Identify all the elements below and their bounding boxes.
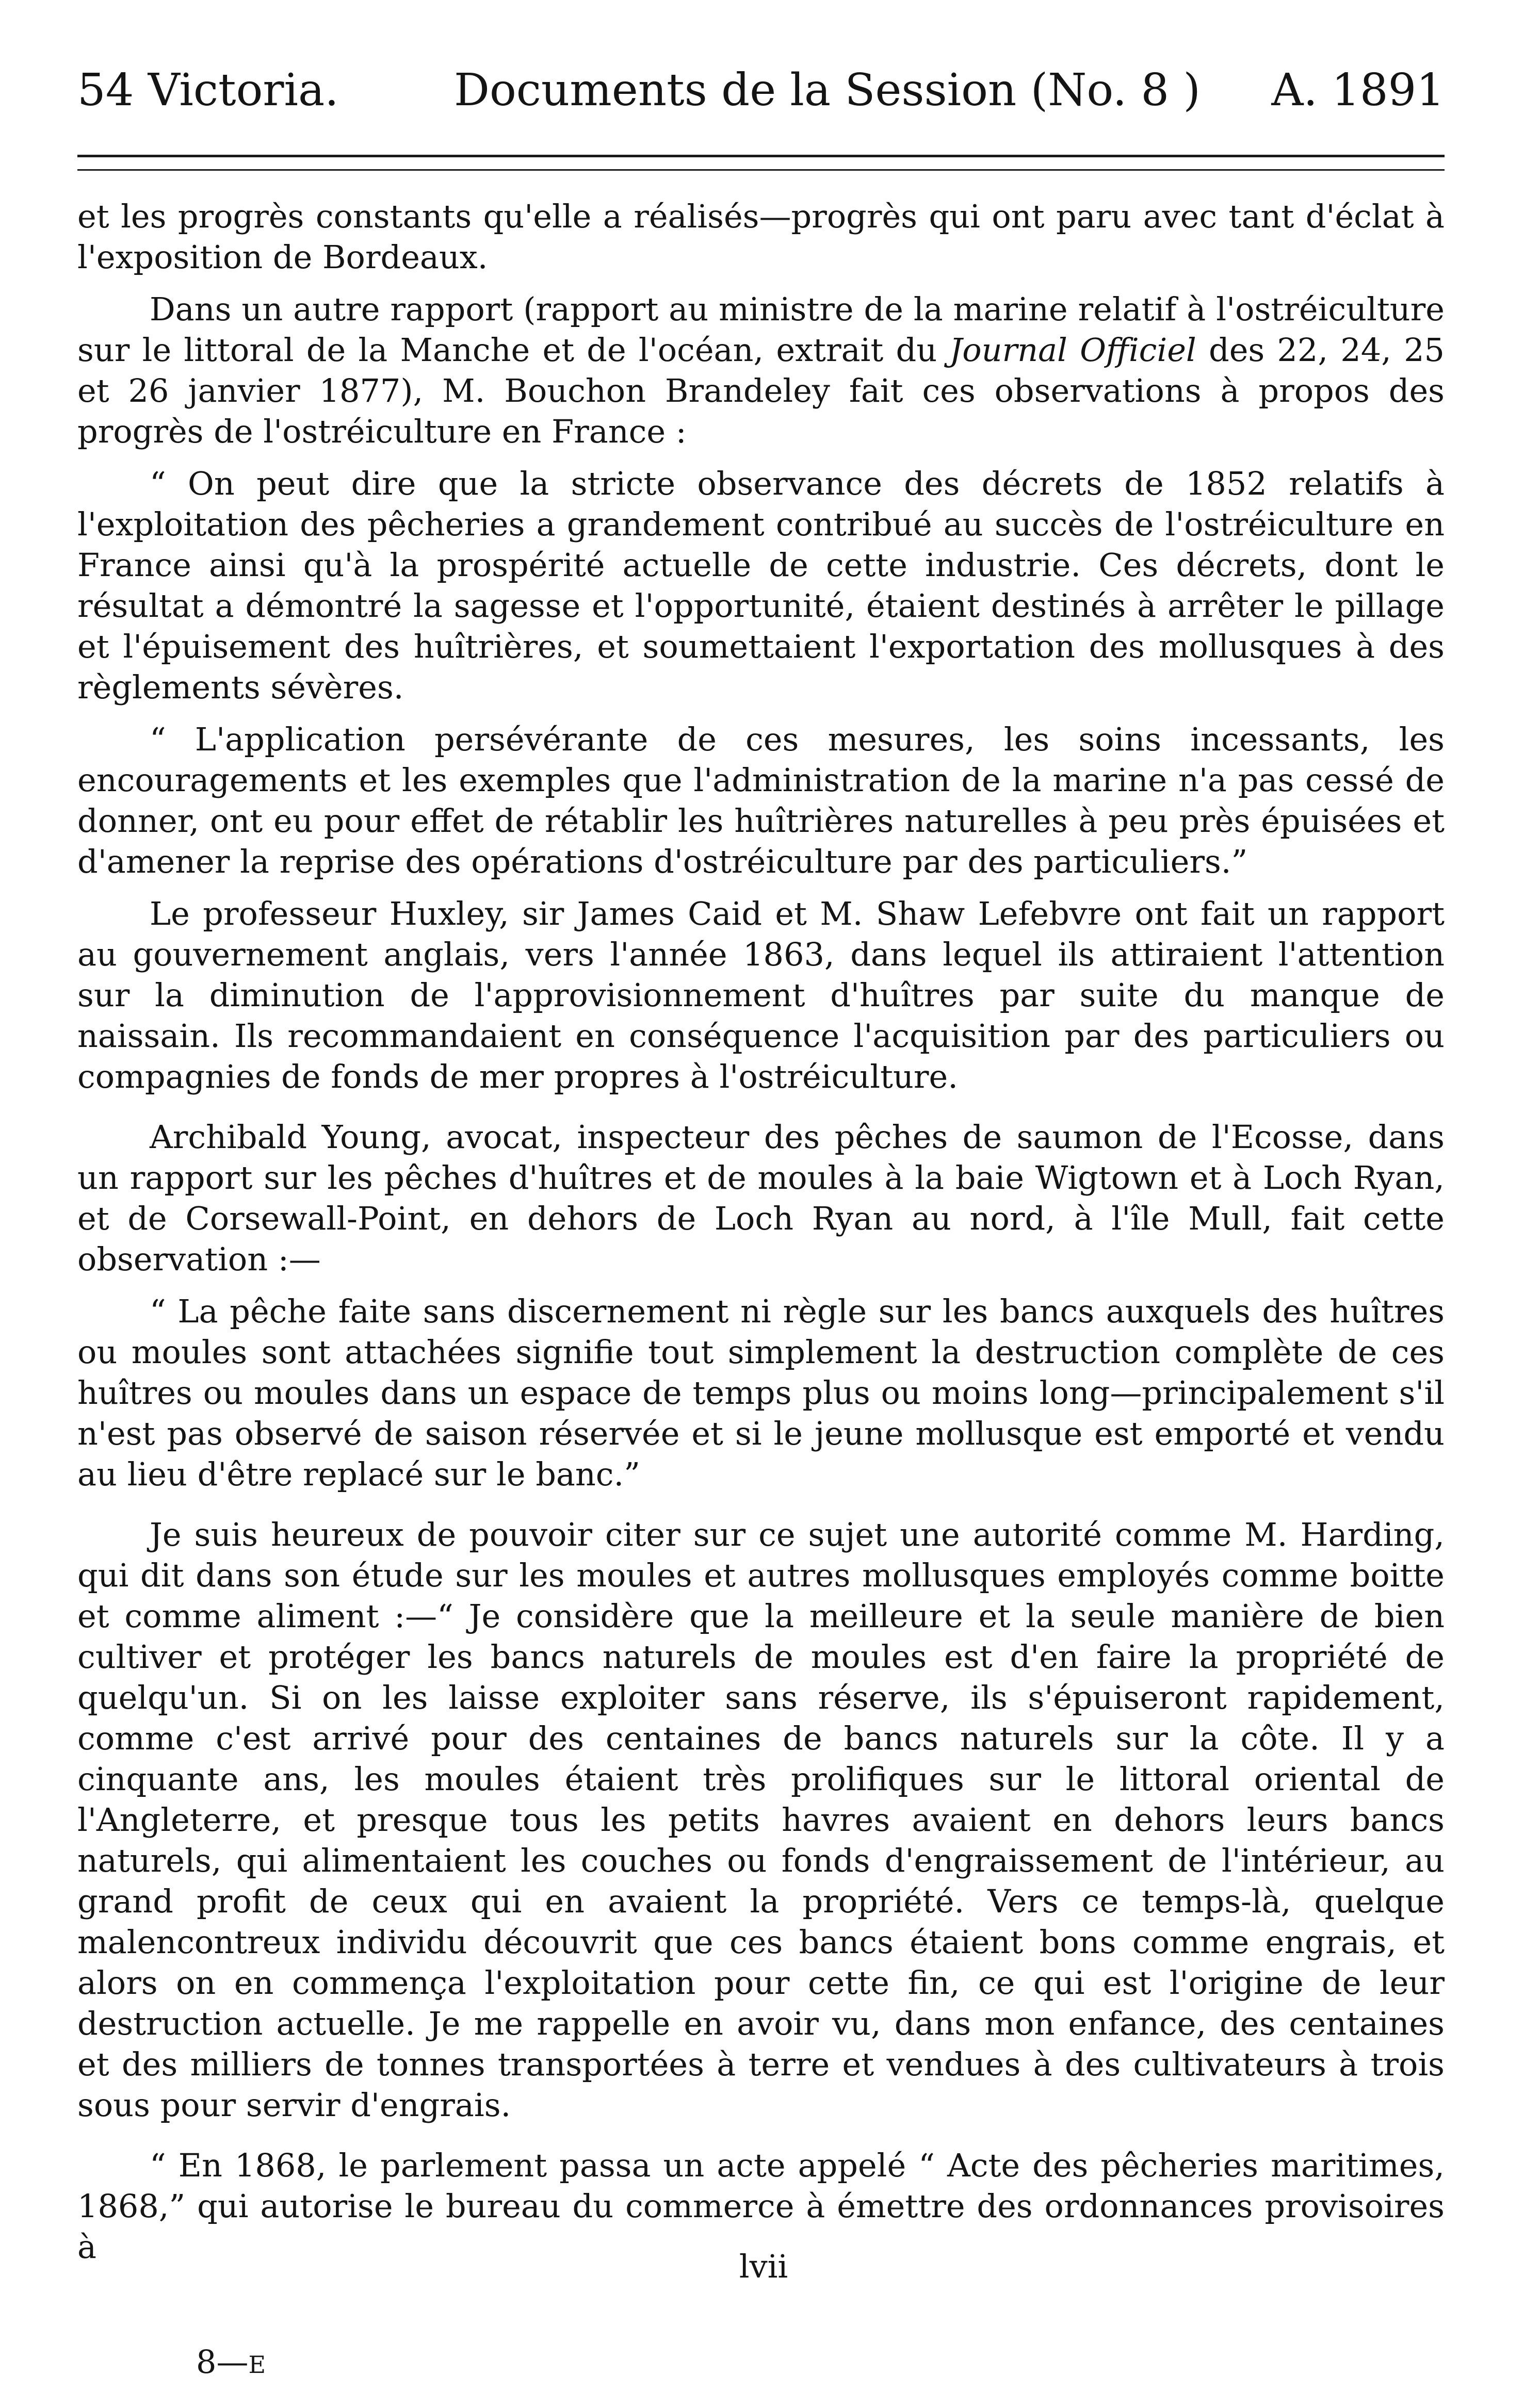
running-header [77,62,1445,129]
quote-application: “ L'application persévérante de ces mesures, les soins incessants, les encouragements et les exemples que l'administration de la marine n'a pas cessé de donner, ont eu pour effet de rétablir les huîtrières naturelles à peu près épuisées et d'amener la reprise des opérations d'ostréiculture par des particuliers.” [77,720,1445,880]
paragraph-continuation: et les progrès constants qu'elle a réalisés—progrès qui ont paru avec tant d'éclat à l'exposition de Bordeaux. [77,198,1445,276]
header-year: A. 1891 [1271,64,1445,116]
paragraph-text: des 22, 24, 25 et 26 janvier 1877), M. Bouchon Brandeley fait ces observations à propos des progrès de l'ostréiculture en France : [77,331,1445,450]
signature-letter: E [248,2351,266,2379]
signature-mark [196,2341,266,2385]
header-rule-thick [77,155,1445,157]
page-number: lvii [739,2248,788,2285]
signature-number: 8— [196,2343,249,2381]
paragraph-harding: Je suis heureux de pouvoir citer sur ce sujet une autorité comme M. Harding, qui dit dans son étude sur les moules et autres mollusques employés comme boitte et comme aliment :—“ Je considère que la meilleure et la seule manière de bien cultiver et protéger les bancs naturels de moules est d'en faire la propriété de quelqu'un. Si on les laisse exploiter sans réserve, ils s'épuiseront rapidement, comme c'est arrivé pour des centaines de bancs naturels sur la côte. Il y a cinquante ans, les moules étaient très prolifiques sur le littoral oriental de l'Angleterre, et presque tous les petits havres avaient en dehors leurs bancs naturels, qui alimentaient les couches ou fonds d'engraissement de l'intérieur, au grand profit de ceux qui en avaient la propriété. Vers ce temps-là, quelque malencontreux individu découvrit que ces bancs étaient bons comme engrais, et alors on en commença l'exploitation pour cette fin, ce qui est l'origine de leur destruction actuelle. Je me rappelle en avoir vu, dans mon enfance, des centaines et des milliers de tonnes transportées à terre et vendues à des cultivateurs à trois sous pour servir d'engrais. [77,1516,1445,2124]
quote-decrets-1852: “ On peut dire que la stricte observance des décrets de 1852 relatifs à l'exploitation des pêcheries a grandement contribué au succès de l'ostréiculture en France ainsi qu'à la prospérité actuelle de cette industrie. Ces décrets, dont le résultat a démontré la sagesse et l'opportunité, étaient destinés à arrêter le pillage et l'épuisement des huîtrières, et soumettaient l'exportation des mollusques à des règlements sévères. [77,465,1445,706]
header-title: Documents de la Session (No. 8 ) [454,64,1201,116]
header-rule-thin [77,169,1445,171]
header-regnal-year: 54 Victoria. [77,64,339,116]
paragraph-huxley: Le professeur Huxley, sir James Caid et M. Shaw Lefebvre ont fait un rapport au gouvernement anglais, vers l'année 1863, dans lequel ils attiraient l'attention sur la diminution de l'approvisionnement d'huîtres par suite du manque de naissain. Ils recommandaient en conséquence l'acquisition par des particuliers ou compagnies de fonds de mer propres à l'ostréiculture. [77,895,1445,1095]
paragraph-bouchon-brandeley [77,289,1445,452]
quote-peche: “ La pêche faite sans discernement ni règle sur les bancs auxquels des huîtres ou moules sont attachées signifie tout simplement la destruction complète de ces huîtres ou moules dans un espace de temps plus ou moins long—principalement s'il n'est pas observé de saison réservée et si le jeune mollusque est emporté et vendu au lieu d'être replacé sur le banc.” [77,1292,1445,1493]
page-body [77,196,1445,2267]
quote-acte-1868: “ En 1868, le parlement passa un acte appelé “ Acte des pêcheries maritimes, 1868,” qui autorise le bureau du commerce à émettre des ordonnances provisoires à [77,2147,1445,2266]
paragraph-text: Dans un autre rapport (rapport au ministre de la marine relatif à l'ostréiculture sur le littoral de la Manche et de l'océan, extrait du [77,290,1445,369]
journal-title: Journal Officiel [949,331,1196,369]
paragraph-archibald-young: Archibald Young, avocat, inspecteur des pêches de saumon de l'Ecosse, dans un rapport sur les pêches d'huîtres et de moules à la baie Wigtown et à Loch Ryan, et de Corsewall-Point, en dehors de Loch Ryan au nord, à l'île Mull, fait cette observation :— [77,1118,1445,1278]
